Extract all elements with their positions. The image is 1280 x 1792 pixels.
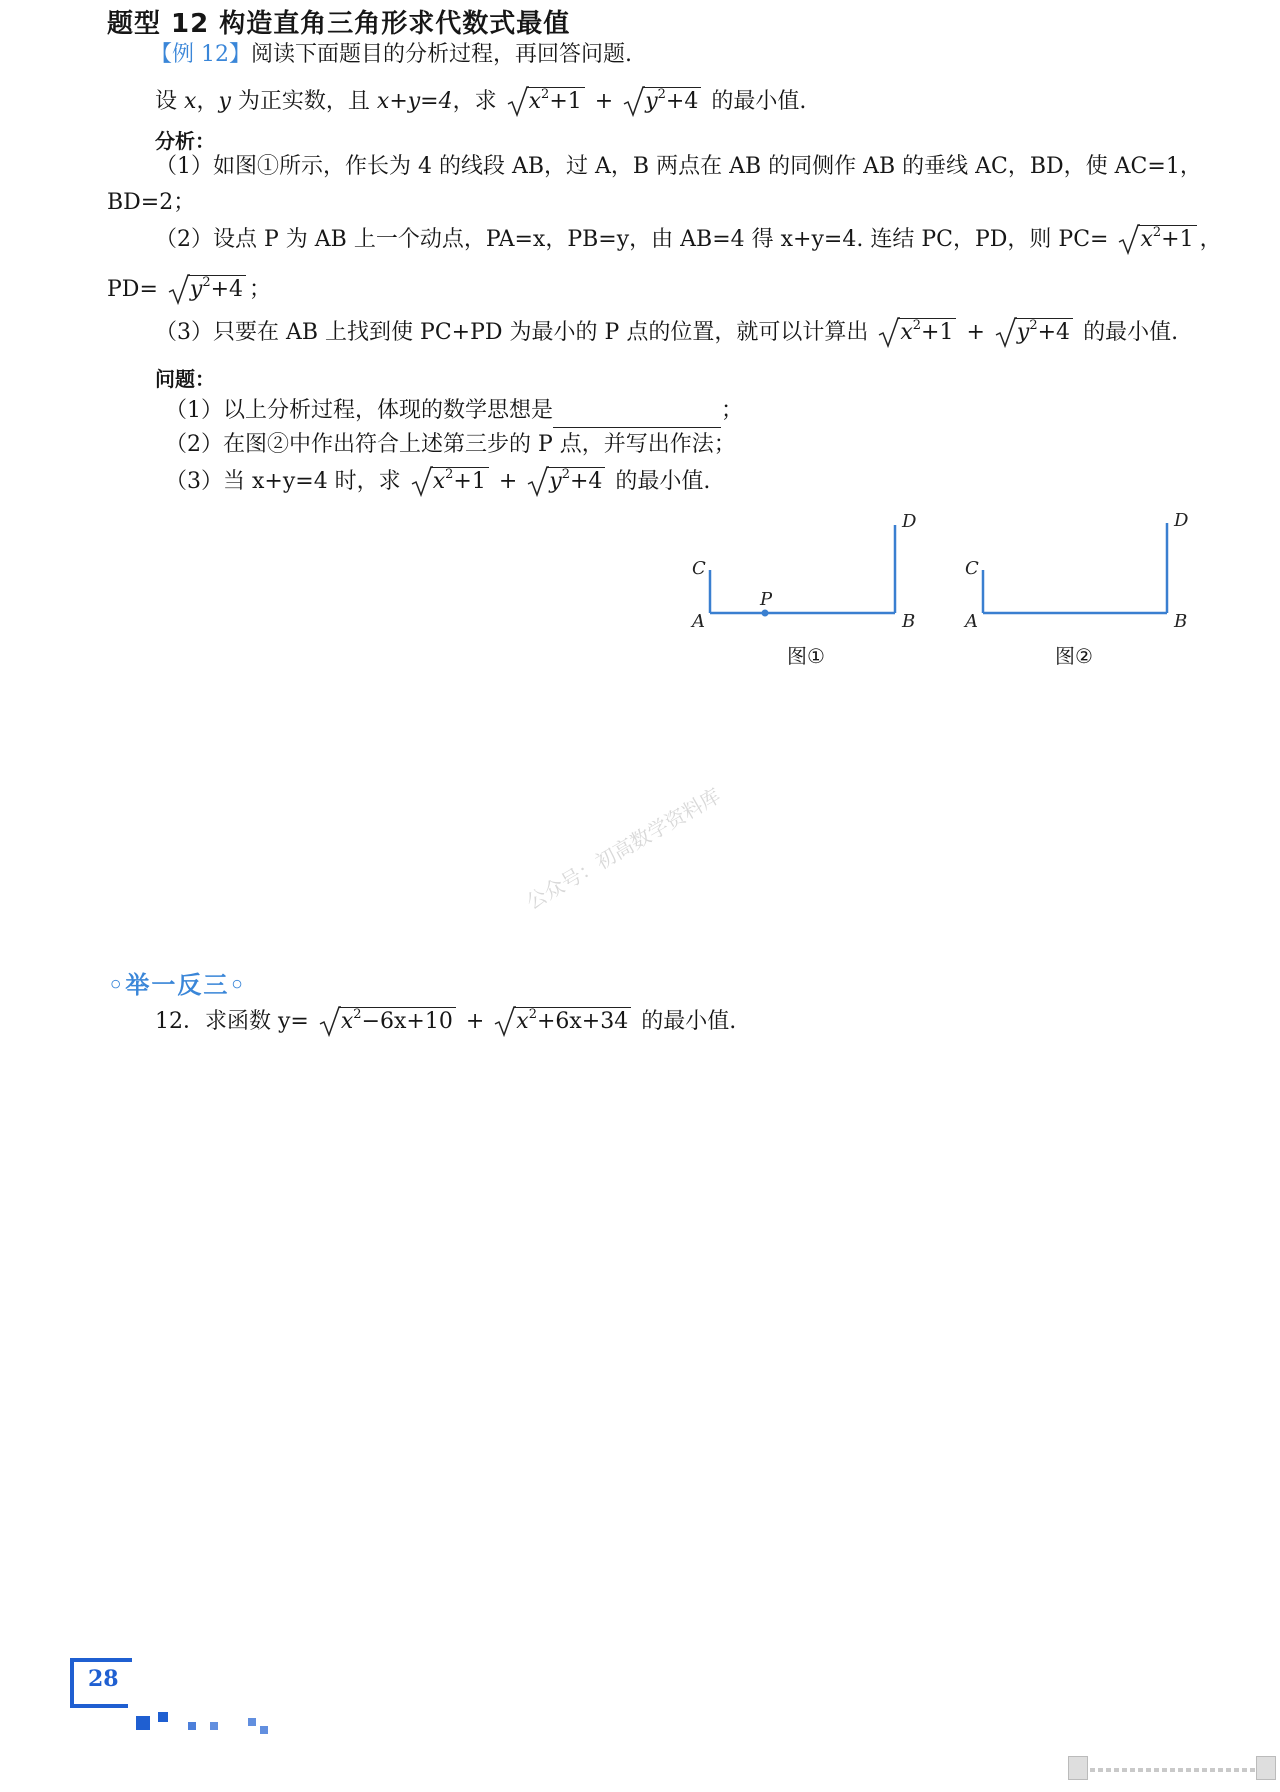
step-text: ；	[249, 277, 272, 302]
radical-sign-icon	[494, 1004, 516, 1038]
sqrt-expression	[507, 84, 585, 119]
sqrt-expression	[878, 315, 956, 350]
radical-sign-icon	[1118, 222, 1140, 256]
radicand-tail: +1	[1161, 227, 1194, 252]
radicand-var: x	[432, 469, 446, 494]
decor-square	[136, 1716, 150, 1730]
problem-text: ，求	[452, 89, 497, 114]
radicand-tail: +4	[210, 277, 244, 302]
analysis-step-2b	[107, 272, 271, 307]
var-y: y	[218, 89, 231, 114]
radicand-var: x	[340, 1009, 354, 1034]
figure-2-caption: 图②	[1055, 644, 1093, 668]
decor-square	[260, 1726, 268, 1734]
exponent: 2	[202, 275, 211, 290]
radicand-var: x	[900, 320, 913, 345]
exponent: 2	[528, 1007, 537, 1022]
label-c: C	[692, 558, 706, 579]
example-intro-line	[150, 38, 632, 72]
label-d: D	[902, 511, 917, 532]
radical-sign-icon	[527, 464, 549, 498]
decor-square	[188, 1722, 196, 1730]
problem-text: ，	[196, 89, 219, 114]
radicand-tail: +1	[921, 320, 954, 345]
exponent: 2	[445, 467, 454, 482]
radicand-var: x	[528, 89, 542, 114]
radical-sign-icon	[878, 315, 900, 349]
radical-sign-icon	[168, 272, 190, 306]
radicand-var: x	[516, 1009, 529, 1034]
step-text: （3）只要在 AB 上找到使 PC+PD 为最小的 P 点的位置，就可以计算出	[155, 320, 869, 345]
page-number: 28	[88, 1666, 119, 1692]
radical-sign-icon	[319, 1004, 341, 1038]
practice-tag: ◦举一反三◦	[108, 971, 247, 999]
label-c: C	[965, 558, 979, 579]
analysis-label: 分析：	[155, 129, 215, 153]
sqrt-expression	[494, 1004, 631, 1039]
radicand-var: y	[549, 469, 562, 494]
label-a: A	[692, 611, 705, 632]
var-x: x	[184, 89, 197, 114]
question-2: （2）在图②中作出符合上述第三步的 P 点，并写出作法；	[165, 432, 736, 457]
radical-sign-icon	[623, 84, 645, 118]
step-text: PD=	[107, 277, 158, 302]
analysis-step-2a	[155, 222, 1222, 257]
sqrt-expression	[995, 315, 1073, 350]
question-label: 问题：	[155, 367, 215, 391]
figure-1-caption: 图①	[787, 644, 825, 668]
sqrt-expression	[623, 84, 701, 119]
section-title: 题型 12 构造直角三角形求代数式最值	[107, 9, 571, 39]
problem-text: 的最小值.	[711, 89, 807, 114]
sqrt-expression	[411, 464, 489, 499]
label-d: D	[1174, 510, 1189, 531]
radicand-tail: +1	[549, 89, 582, 114]
radicand-tail: +4	[665, 89, 699, 114]
label-b: B	[1174, 611, 1188, 632]
exponent: 2	[1029, 318, 1038, 333]
radicand-var: x	[1140, 227, 1153, 252]
problem-text: 设	[155, 89, 178, 114]
radical-sign-icon	[995, 315, 1017, 349]
question-text: （3）当 x+y=4 时，求	[165, 469, 401, 494]
step-text: ，	[1199, 227, 1222, 252]
problem-text: 为正实数，且	[237, 89, 370, 114]
plus-sign: +	[498, 469, 518, 494]
exponent: 2	[1152, 225, 1162, 240]
question-text: 的最小值.	[615, 469, 711, 494]
radicand-tail: −6x+10	[361, 1009, 453, 1034]
radical-sign-icon	[411, 464, 433, 498]
step-text: 的最小值.	[1083, 320, 1179, 345]
sqrt-expression	[319, 1004, 456, 1039]
viewer-scroll-track[interactable]	[1090, 1768, 1274, 1772]
radicand-tail: +1	[453, 469, 486, 494]
page-frame-bottom	[70, 1704, 128, 1708]
radicand-tail: +6x+34	[536, 1009, 629, 1034]
practice-text: 的最小值.	[641, 1009, 737, 1034]
step-text: （2）设点 P 为 AB 上一个动点，PA=x，PB=y，由 AB=4 得 x+y=4. 连结 PC，PD，则 PC=	[155, 227, 1109, 252]
radicand-var: y	[189, 277, 203, 302]
exponent: 2	[541, 87, 550, 102]
condition: x+y=4	[376, 89, 453, 114]
label-b: B	[902, 611, 916, 632]
sqrt-expression	[168, 272, 246, 307]
radical-sign-icon	[507, 84, 529, 118]
analysis-step-3	[155, 315, 1178, 350]
radicand-var: y	[645, 89, 658, 114]
question-text: （1）以上分析过程，体现的数学思想是	[165, 398, 553, 423]
point-p	[762, 610, 769, 617]
example-intro: 阅读下面题目的分析过程，再回答问题.	[251, 42, 632, 67]
sqrt-expression	[1118, 222, 1196, 257]
decor-square	[248, 1718, 256, 1726]
exponent: 2	[912, 318, 922, 333]
watermark: 公众号：初高数学资料库	[522, 783, 725, 915]
radicand-var: y	[1016, 320, 1030, 345]
radicand-tail: +4	[569, 469, 603, 494]
practice-item-12	[155, 1004, 736, 1039]
question-1	[165, 394, 743, 428]
viewer-left-button[interactable]	[1068, 1756, 1088, 1780]
decor-square	[210, 1722, 218, 1730]
exponent: 2	[353, 1007, 362, 1022]
question-text: ；	[721, 398, 744, 423]
sqrt-expression	[527, 464, 605, 499]
analysis-step-1b: BD=2；	[107, 190, 196, 215]
analysis-step-1a: （1）如图①所示，作长为 4 的线段 AB，过 A，B 两点在 AB 的同侧作 AB 的垂线 AC，BD，使 AC=1，	[155, 154, 1202, 179]
decor-square	[158, 1712, 168, 1722]
label-p: P	[760, 589, 773, 610]
label-a: A	[965, 611, 978, 632]
viewer-right-button[interactable]	[1256, 1756, 1276, 1780]
radicand-tail: +4	[1037, 320, 1071, 345]
question-3	[165, 464, 710, 499]
exponent: 2	[561, 467, 570, 482]
practice-text: 12．求函数 y=	[155, 1009, 309, 1034]
problem-statement	[155, 84, 806, 119]
plus-sign: +	[594, 89, 614, 114]
plus-sign: +	[465, 1009, 485, 1034]
exponent: 2	[657, 87, 666, 102]
answer-blank	[553, 401, 721, 428]
plus-sign: +	[966, 320, 985, 345]
example-tag: 【例 12】	[150, 42, 251, 67]
